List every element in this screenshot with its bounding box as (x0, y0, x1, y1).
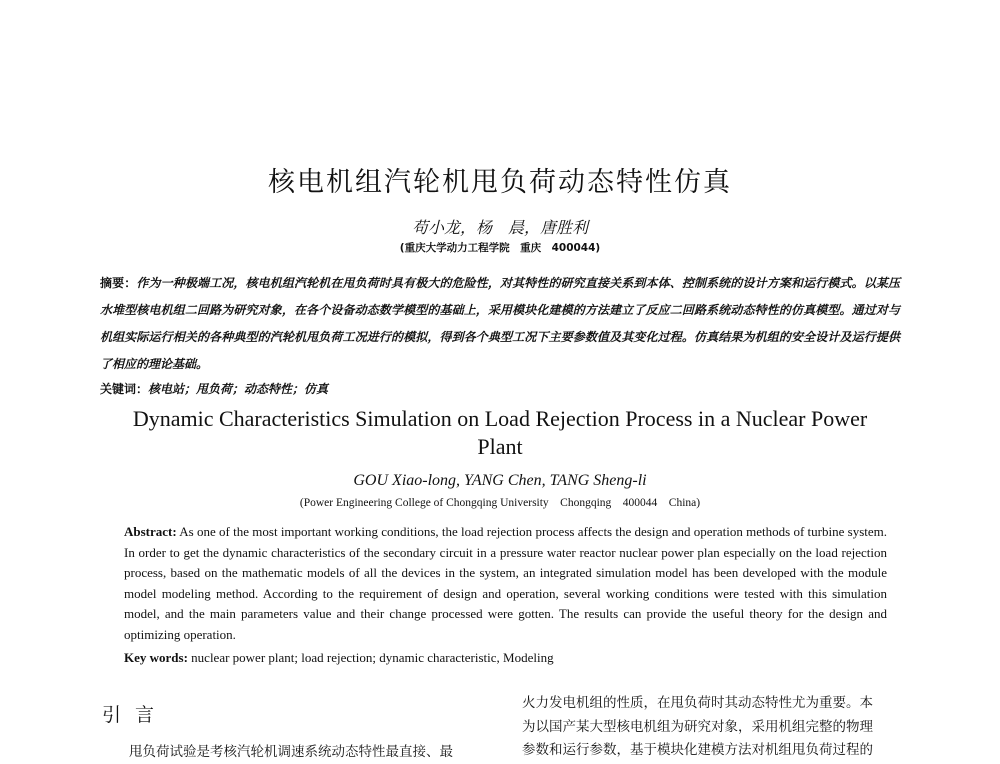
chinese-affiliation: (重庆大学动力工程学院 重庆 400044) (399, 242, 601, 254)
english-keywords-text: nuclear power plant; load rejection; dynamic characteristic, Modeling (191, 650, 554, 665)
chinese-authors: 苟小龙，杨 晨，唐胜利 (411, 218, 588, 237)
body-right-column (522, 692, 917, 763)
english-authors: GOU Xiao-long, YANG Chen, TANG Sheng-li (353, 472, 647, 489)
english-abstract-text: As one of the most important working conditions, the load rejection process affects the design and operation methods of turbine system. In order to get the dynamic characteristics of the secondary circuit in a pressure water reactor nuclear power plan especially on the load rejection process, based on the mathematic models of all the devices in the system, an integrated simulation model has been developed with the module model modeling method. According to the requirement of design and operation, several working conditions were tested with this simulation model, and the main parameters value and their change processed were gotten. The results can provide the useful theory for the design and optimizing operation. (124, 524, 887, 642)
chinese-abstract (100, 270, 900, 378)
chinese-abstract-label: 摘要： (100, 276, 137, 290)
body-right-line: 火力发电机组的性质，在甩负荷时其动态特性尤为重要。本 (522, 695, 873, 711)
body-right-line: 为以国产某大型核电机组为研究对象，采用机组完整的物理 (522, 718, 873, 735)
english-abstract (124, 522, 887, 645)
chinese-keywords (100, 378, 900, 400)
english-abstract-label: Abstract: (124, 524, 177, 539)
english-keywords-label: Key words: (124, 650, 188, 665)
english-affiliation: (Power Engineering College of Chongqing University Chongqing 400044 China) (299, 497, 701, 509)
chinese-title: 核电机组汽轮机甩负荷动态特性仿真 (268, 167, 732, 198)
chinese-keywords-label: 关键词： (100, 382, 149, 396)
section-heading-introduction: 引言 (102, 704, 169, 726)
chinese-abstract-text: 作为一种极端工况，核电机组汽轮机在甩负荷时具有极大的危险性，对其特性的研究直接关系到本体、控制系统的设计方案和运行模式。以某压水堆型核电机组二回路为研究对象，在各个设备动态数学模型的基础上，采用模块化建模的方法建立了反应二回路系统动态特性的仿真模型。通过对与机组实际运行相关的各种典型的汽轮机甩负荷工况进行的模拟，得到各个典型工况下主要参数值及其变化过程。仿真结果为机组的安全设计及运行提供了相应的理论基础。 (100, 276, 900, 371)
english-title: Dynamic Characteristics Simulation on Load Rejection Process in a Nuclear Power Plant (132, 406, 868, 459)
body-left-column: 甩负荷试验是考核汽轮机调速系统动态特性最直接、最 (129, 744, 453, 760)
chinese-keywords-text: 核电站；甩负荷；动态特性；仿真 (148, 382, 329, 396)
english-keywords (124, 648, 887, 668)
body-right-line: 参数和运行参数，基于模块化建模方法对机组甩负荷过程的 (522, 742, 873, 758)
